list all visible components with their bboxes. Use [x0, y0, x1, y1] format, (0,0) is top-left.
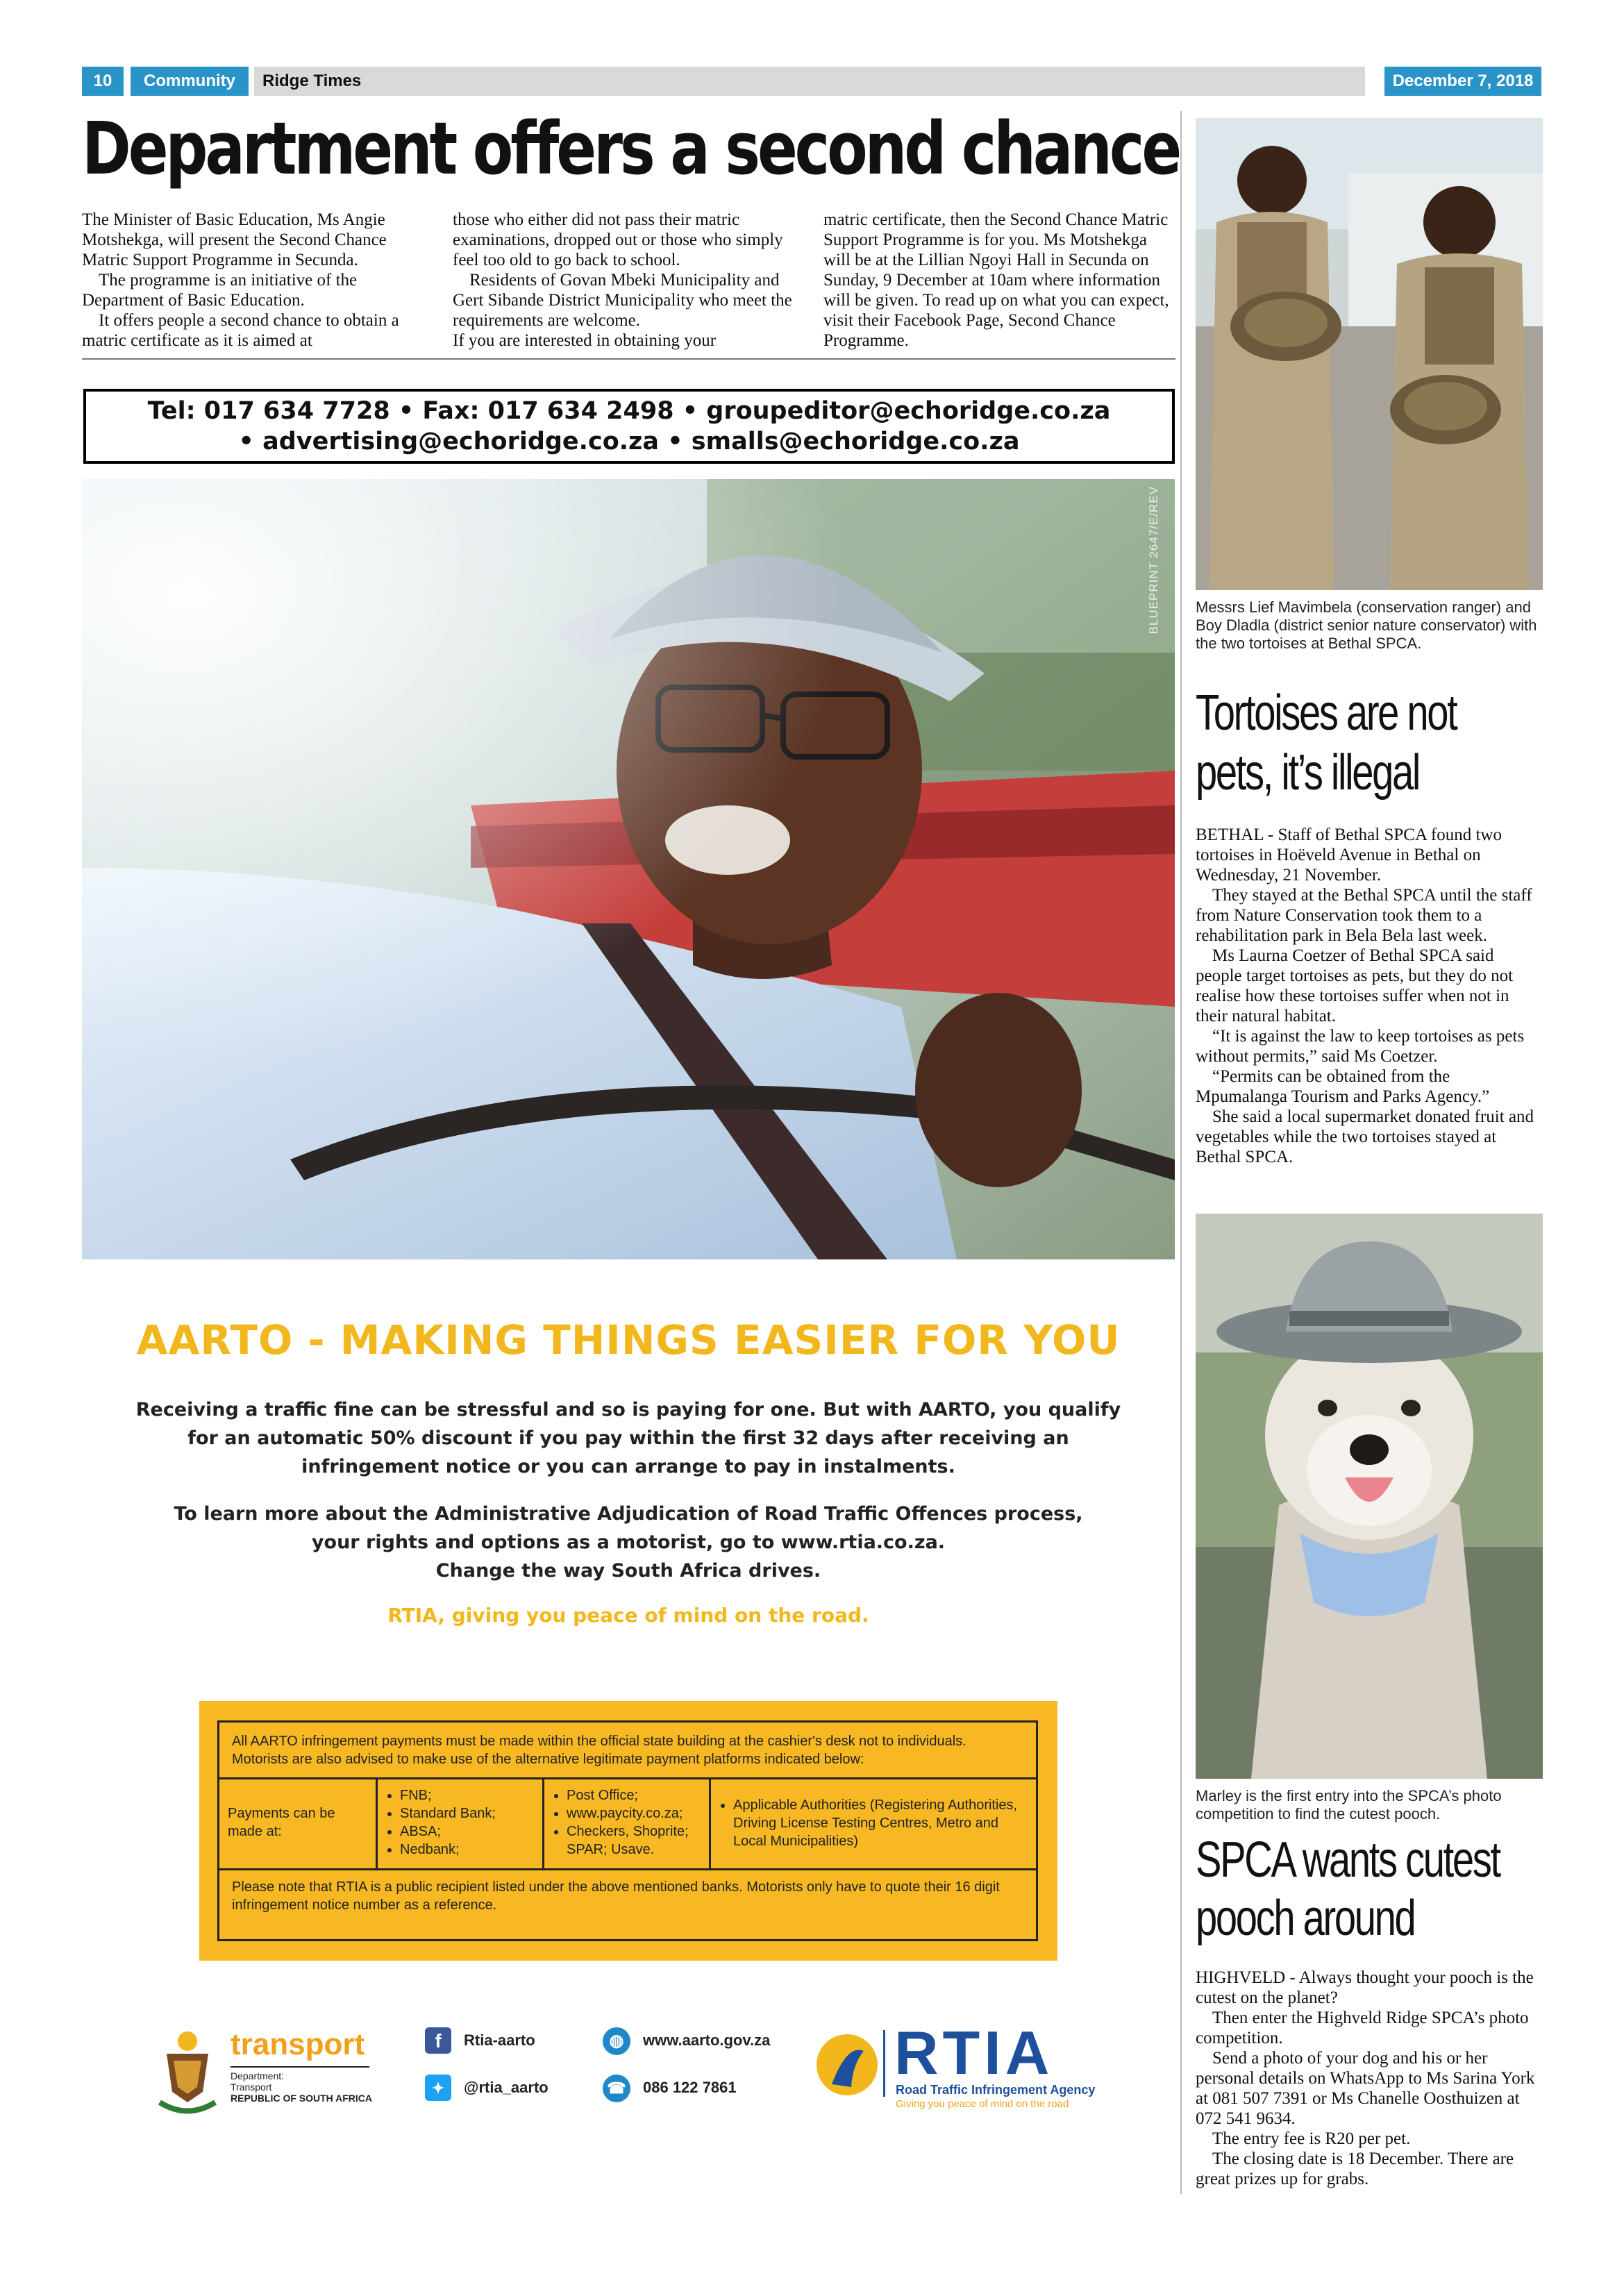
globe-icon: ◍: [603, 2027, 630, 2055]
rtia-wordmark: RTIA: [894, 2018, 1054, 2087]
paragraph: She said a local supermarket donated fruit and vegetables while the two tortoises stayed at Bethal SPCA.: [1196, 1107, 1534, 1166]
paragraph: The Minister of Basic Education, Ms Angie Motshekga, will present the Second Chance Matric Support Programme in Secunda.: [82, 210, 387, 269]
payment-options-row: [219, 1779, 1036, 1870]
paragraph: Residents of Govan Mbeki Municipality and Gert Sibande District Municipality who meet the requirements are welcome.: [453, 271, 792, 330]
ad-paragraph-2: [132, 1500, 1125, 1585]
payment-info-box: [199, 1701, 1057, 1961]
tortoise-caption: Messrs Lief Mavimbela (conservation ranger) and Boy Dladla (district senior nature conservator) with the two tortoises at Bethal SPCA.: [1196, 598, 1537, 652]
payment-reference-note: Please note that RTIA is a public recipient listed under the above mentioned banks. Motorists only have to quote their 16 digit infringement notice number as a reference.: [232, 1879, 1000, 1913]
paragraph: BETHAL - Staff of Bethal SPCA found two tortoises in Hoëveld Avenue in Bethal on Wednesday, 21 November.: [1196, 826, 1502, 885]
rtia-fullname: Road Traffic Infringement Agency: [896, 2083, 1096, 2097]
header-bar: [254, 67, 1365, 96]
divider: [231, 2066, 369, 2068]
ad-line: your rights and options as a motorist, go to www.rtia.co.za.: [311, 1532, 946, 1553]
transport-word: transport: [231, 2027, 365, 2061]
ad-photo-driver: [82, 479, 1175, 1259]
list-item: • Applicable Authorities (Registering Authorities, Driving License Testing Centres, Metro and Local Municipalities): [733, 1796, 1028, 1850]
ad-line: infringement notice or you can arrange to pay in instalments.: [301, 1456, 955, 1477]
phone-icon: ☎: [603, 2075, 630, 2102]
facebook-icon: f: [425, 2027, 451, 2054]
paragraph: If you are interested in obtaining your: [453, 331, 717, 350]
list-item: • Nedbank;: [400, 1841, 534, 1859]
issue-date: December 7, 2018: [1384, 67, 1541, 96]
twitter-icon: ✦: [425, 2075, 451, 2101]
ad-line: To learn more about the Administrative Adjudication of Road Traffic Offences process,: [174, 1503, 1083, 1525]
website-link[interactable]: www.aarto.gov.za: [643, 2031, 771, 2049]
dept-line: Transport: [231, 2081, 272, 2093]
paragraph: HIGHVELD - Always thought your pooch is the cutest on the planet?: [1196, 1968, 1534, 2007]
payments-label: Payments can be made at:: [219, 1779, 378, 1868]
pooch-headline-line2: pooch around: [1196, 1891, 1415, 1946]
twitter-handle[interactable]: @rtia_aarto: [464, 2079, 549, 2096]
dog-caption: Marley is the first entry into the SPCA’s photo competition to find the cutest pooch.: [1196, 1787, 1502, 1822]
dog-photo: [1196, 1214, 1543, 1779]
section-label: Community: [131, 67, 249, 96]
paragraph: Send a photo of your dog and his or her personal details on WhatsApp to Ms Sarina York at 081 507 7391 or Ms Chanelle Oosthuizen at 072 541 9634.: [1196, 2049, 1535, 2128]
coat-of-arms-icon: [153, 2026, 222, 2116]
ad-paragraph-1: [132, 1396, 1125, 1481]
list-item: • ABSA;: [400, 1822, 534, 1841]
paragraph: They stayed at the Bethal SPCA until the staff from Nature Conservation took them to a rehabilitation park in Bela Bela last week.: [1196, 886, 1532, 945]
ad-line: Change the way South Africa drives.: [435, 1560, 821, 1582]
ad-line: for an automatic 50% discount if you pay within the first 32 days after receiving an: [187, 1427, 1069, 1449]
outlets-list: [544, 1779, 711, 1868]
paragraph: matric certificate, then the Second Chance Matric Support Programme is for you. Ms Motshekga will be at the Lillian Ngoyi Hall in Secunda on Sunday, 9 December at 10am where information will be given. To read up on what you can expect, visit their Facebook Page, Second Chance Programme.: [823, 210, 1169, 350]
paragraph: those who either did not pass their matric examinations, dropped out or those who simply feel too old to go back to school.: [453, 210, 783, 269]
rtia-slogan: Giving you peace of mind on the road: [896, 2098, 1069, 2110]
paragraph: It offers people a second chance to obtain a matric certificate as it is aimed at: [82, 311, 399, 350]
dept-line: Department:: [231, 2070, 285, 2081]
payment-table: [217, 1720, 1038, 1941]
divider: [883, 2030, 885, 2097]
pooch-headline-line1: SPCA wants cutest: [1196, 1832, 1500, 1888]
dept-text: [231, 2070, 372, 2104]
column-divider: [1180, 111, 1182, 2194]
tortoise-photo: [1196, 118, 1543, 590]
ad-title: AARTO - MAKING THINGS EASIER FOR YOU: [136, 1316, 1121, 1364]
ad-tagline: RTIA, giving you peace of mind on the road.: [387, 1604, 869, 1627]
main-headline: Department offers a second chance: [82, 106, 1180, 191]
paragraph: The entry fee is R20 per pet.: [1212, 2129, 1411, 2148]
list-item: • www.paycity.co.za;: [567, 1804, 701, 1822]
divider: [82, 358, 1175, 360]
transport-logo: [153, 2026, 382, 2123]
banks-list: [378, 1779, 544, 1868]
paragraph: The closing date is 18 December. There are great prizes up for grabs.: [1196, 2150, 1514, 2188]
phone-number[interactable]: 086 122 7861: [643, 2079, 737, 2096]
tortoise-headline-line2: pets, it’s illegal: [1196, 745, 1420, 801]
contact-line-1: Tel: 017 634 7728 • Fax: 017 634 2498 • groupeditor@echoridge.co.za: [147, 397, 1111, 425]
pooch-body: [1196, 1968, 1543, 2189]
article-column-2: [453, 210, 800, 351]
paragraph: “Permits can be obtained from the Mpumalanga Tourism and Parks Agency.”: [1196, 1067, 1490, 1106]
paragraph: “It is against the law to keep tortoises as pets without permits,” said Ms Coetzer.: [1196, 1027, 1525, 1066]
paper-name: Ridge Times: [262, 72, 362, 90]
tortoise-headline-line1: Tortoises are not: [1196, 685, 1457, 741]
list-item: • Standard Bank;: [400, 1804, 534, 1822]
contact-box: [83, 389, 1175, 464]
photo-credit: BLUEPRINT 2647/E/REV: [1147, 486, 1160, 635]
contact-line-2: • advertising@echoridge.co.za • smalls@echoridge.co.za: [238, 428, 1020, 455]
list-item: • FNB;: [400, 1786, 534, 1804]
rtia-logo: [812, 2018, 1118, 2113]
page-number: 10: [82, 67, 124, 96]
article-column-3: [823, 210, 1171, 351]
list-item: • Checkers, Shoprite; SPAR; Usave.: [567, 1822, 701, 1859]
tortoise-body: [1196, 825, 1543, 1167]
dept-line: REPUBLIC OF SOUTH AFRICA: [231, 2093, 373, 2104]
rtia-emblem-icon: [812, 2030, 882, 2100]
authorities-list: [711, 1779, 1036, 1868]
paragraph: Ms Laurna Coetzer of Bethal SPCA said people target tortoises as pets, but they do not realise how these tortoises suffer when not in their natural habitat.: [1196, 946, 1514, 1025]
payment-notice: All AARTO infringement payments must be made within the official state building at the cashier's desk not to individuals. Motorists are also advised to make use of the alternative legitimate payment platforms indicated below:: [219, 1723, 1036, 1779]
list-item: • Post Office;: [567, 1786, 701, 1804]
article-column-1: [82, 210, 429, 351]
ad-line: Receiving a traffic fine can be stressful and so is paying for one. But with AARTO, you qualify: [135, 1399, 1121, 1421]
facebook-handle[interactable]: Rtia-aarto: [464, 2031, 535, 2049]
paragraph: Then enter the Highveld Ridge SPCA’s photo competition.: [1196, 2009, 1529, 2047]
paragraph: The programme is an initiative of the Department of Basic Education.: [82, 271, 358, 310]
